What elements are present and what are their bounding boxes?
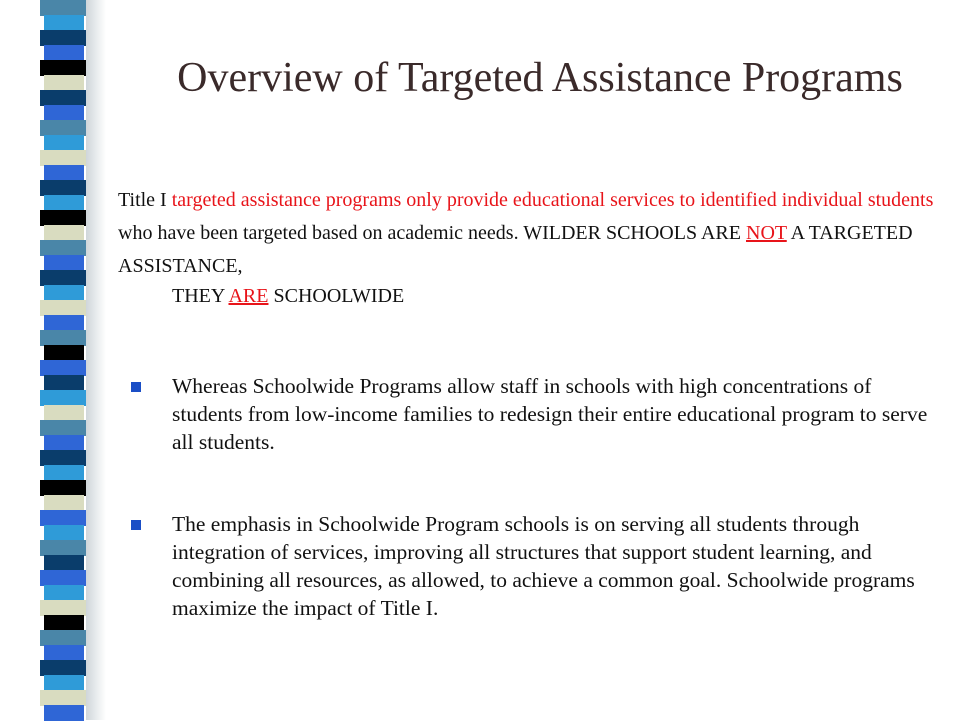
intro-highlight-text: targeted assistance programs only provide educational services to identified individual students bbox=[171, 189, 934, 211]
stripe-segment bbox=[40, 510, 86, 526]
intro-text-3: A TARGETED ASSISTANCE, bbox=[118, 222, 913, 277]
stripe-segment bbox=[40, 60, 86, 76]
stripe-segment bbox=[44, 405, 84, 421]
stripe-segment bbox=[44, 465, 84, 481]
stripe-segment bbox=[40, 630, 86, 646]
stripe-segment bbox=[40, 120, 86, 136]
stripe-segment bbox=[44, 285, 84, 301]
stripe-segment bbox=[40, 90, 86, 106]
stripe-segment bbox=[40, 180, 86, 196]
stripe-segment bbox=[40, 30, 86, 46]
stripe-segment bbox=[44, 75, 84, 91]
intro-text-5: SCHOOLWIDE bbox=[268, 285, 405, 307]
stripe-segment bbox=[44, 375, 84, 391]
intro-hanging-line bbox=[118, 283, 948, 309]
stripe-segment bbox=[40, 300, 86, 316]
stripe-segment bbox=[40, 270, 86, 286]
stripe-segment bbox=[40, 360, 86, 376]
stripe-segment bbox=[40, 450, 86, 466]
stripe-segment bbox=[44, 495, 84, 511]
stripe-segment bbox=[40, 690, 86, 706]
stripe-segment bbox=[40, 240, 86, 256]
stripe-segment bbox=[40, 420, 86, 436]
stripe-edge bbox=[86, 0, 106, 720]
square-bullet-icon bbox=[131, 382, 141, 392]
stripe-segment bbox=[40, 570, 86, 586]
stripe-segment bbox=[40, 540, 86, 556]
stripe-segment bbox=[44, 645, 84, 661]
stripe-segment bbox=[44, 435, 84, 451]
stripe-segment bbox=[40, 600, 86, 616]
stripe-segment bbox=[44, 525, 84, 541]
are-emphasis: ARE bbox=[228, 285, 269, 307]
not-emphasis: NOT bbox=[746, 222, 787, 244]
stripe-segment bbox=[40, 0, 86, 16]
stripe-segment bbox=[40, 330, 86, 346]
square-bullet-icon bbox=[131, 520, 141, 530]
intro-paragraph bbox=[118, 184, 948, 309]
stripe-segment bbox=[44, 705, 84, 721]
bullet-text: Whereas Schoolwide Programs allow staff in schools with high concentrations of students from low-income families to redesign their entire educational program to serve all students. bbox=[172, 374, 928, 454]
intro-text-4: THEY bbox=[172, 285, 229, 307]
stripe-segment bbox=[44, 255, 84, 271]
intro-text-2: who have been targeted based on academic needs. WILDER SCHOOLS ARE bbox=[118, 222, 746, 244]
stripe-segment bbox=[40, 210, 86, 226]
stripe-segment bbox=[44, 585, 84, 601]
stripe-segment bbox=[44, 555, 84, 571]
stripe-segment bbox=[44, 45, 84, 61]
stripe-segment bbox=[44, 165, 84, 181]
stripe-segment bbox=[44, 195, 84, 211]
stripe-segment bbox=[44, 345, 84, 361]
stripe-segment bbox=[40, 150, 86, 166]
bullet-text: The emphasis in Schoolwide Program schools is on serving all students through integration of services, improving all structures that support student learning, and combining all resources, as allowed, to achieve a common goal. Schoolwide programs maximize the impact of Title I. bbox=[172, 512, 915, 620]
decorative-stripe-bar bbox=[0, 0, 110, 720]
stripe-segment bbox=[44, 315, 84, 331]
stripe-segment bbox=[40, 390, 86, 406]
stripe-segment bbox=[44, 615, 84, 631]
stripe-segment bbox=[44, 15, 84, 31]
stripe-segment bbox=[44, 225, 84, 241]
stripe-segment bbox=[44, 135, 84, 151]
intro-text-1: Title I bbox=[118, 189, 172, 211]
slide-title: Overview of Targeted Assistance Programs bbox=[177, 55, 903, 101]
stripe-segment bbox=[40, 660, 86, 676]
stripe-segment bbox=[44, 675, 84, 691]
stripe-segment bbox=[44, 105, 84, 121]
stripe-segment bbox=[40, 480, 86, 496]
